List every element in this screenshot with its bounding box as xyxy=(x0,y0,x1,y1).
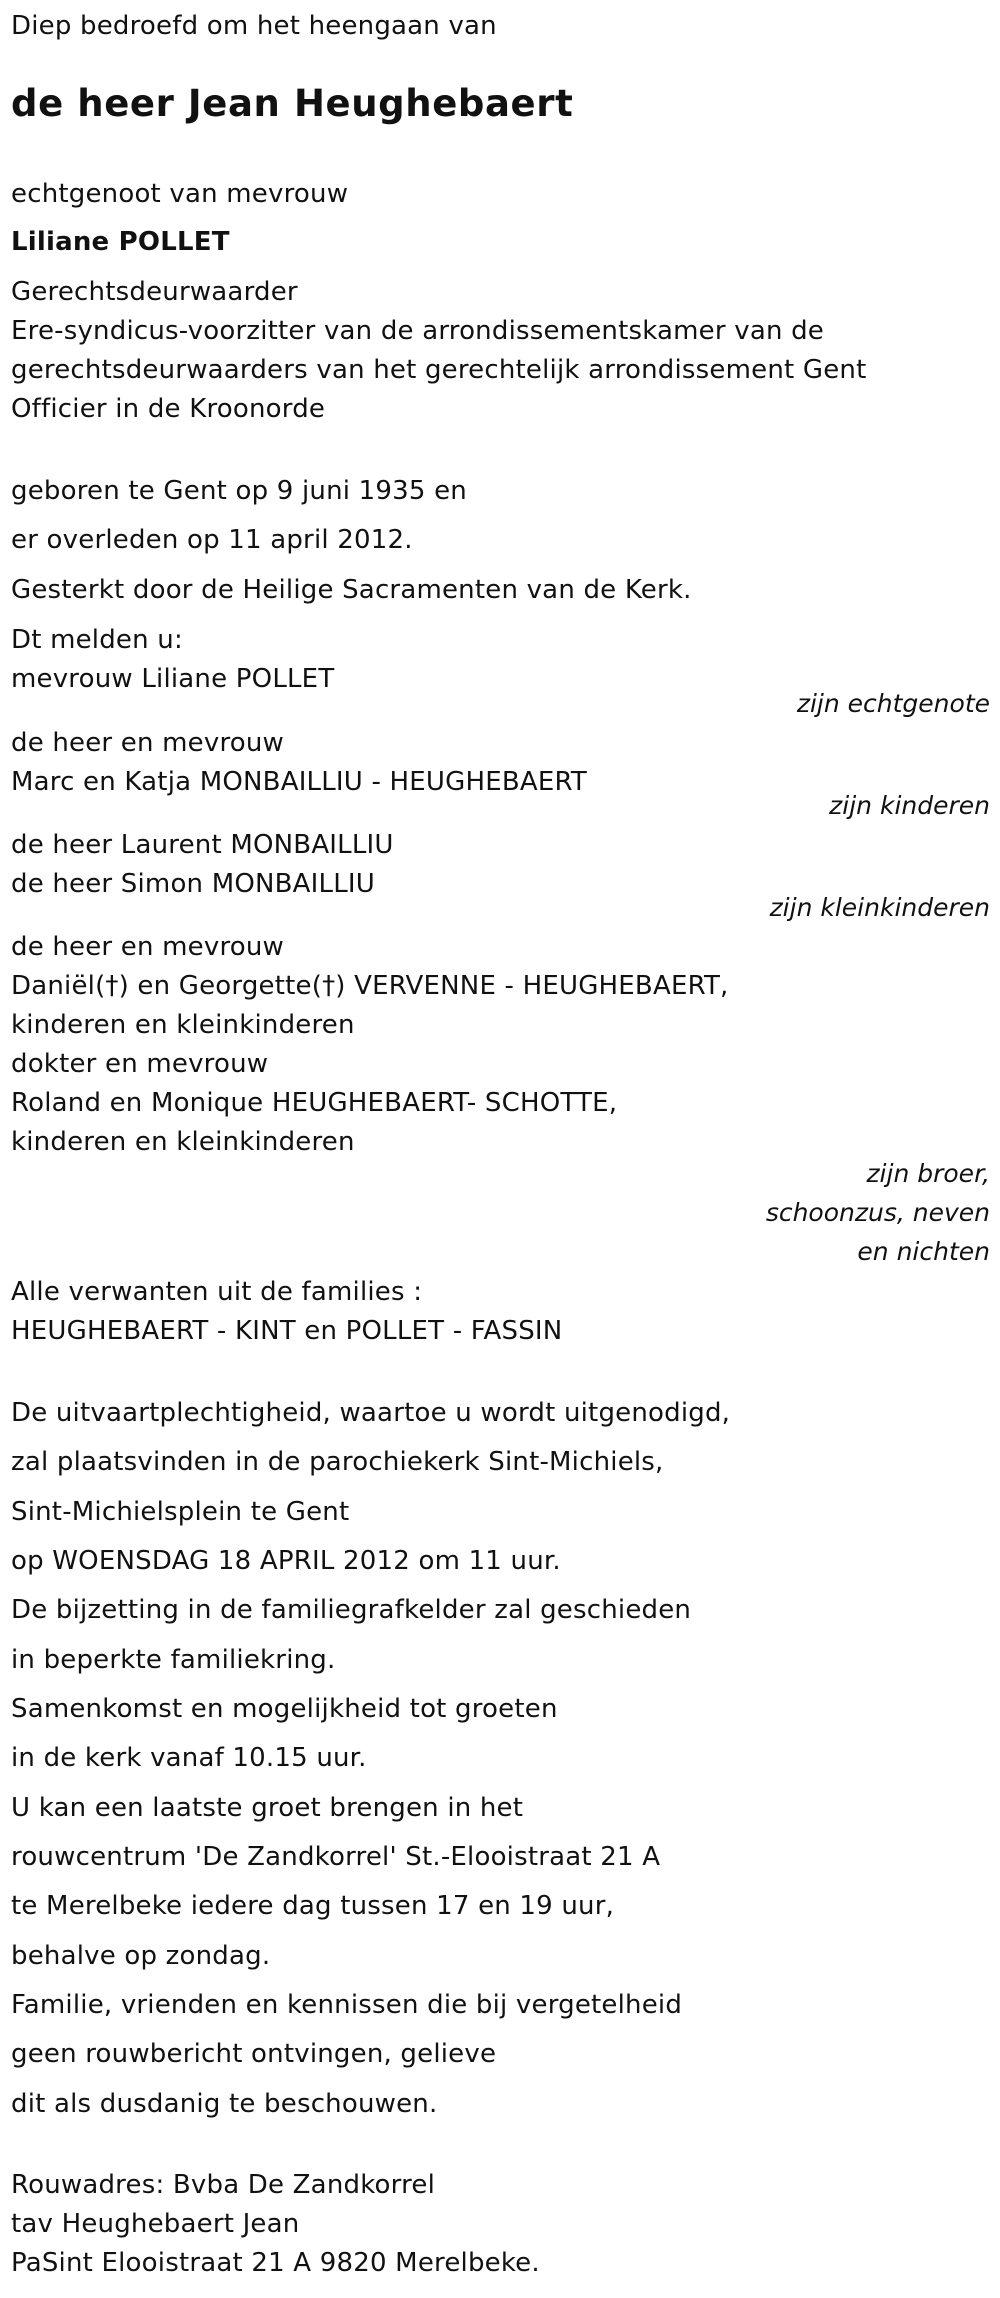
title-line: gerechtsdeurwaarders van het gerechtelijk arrondissement Gent xyxy=(11,355,867,385)
relatives-line: Alle verwanten uit de families : xyxy=(11,1277,423,1307)
ceremony-line: Familie, vrienden en kennissen die bij vergetelheid xyxy=(11,1990,683,2020)
sacraments-line: Gesterkt door de Heilige Sacramenten van de Kerk. xyxy=(11,575,692,605)
ceremony-line: U kan een laatste groet brengen in het xyxy=(11,1793,524,1823)
ceremony-line: Sint-Michielsplein te Gent xyxy=(11,1497,350,1527)
family-children-line: Marc en Katja MONBAILLIU - HEUGHEBAERT xyxy=(11,767,587,797)
announce-line: Dt melden u: xyxy=(11,625,183,655)
family-children-line: de heer en mevrouw xyxy=(11,728,285,758)
ceremony-line: geen rouwbericht ontvingen, gelieve xyxy=(11,2039,497,2069)
family-siblings-line: kinderen en kleinkinderen xyxy=(11,1010,355,1040)
death-line: er overleden op 11 april 2012. xyxy=(11,525,413,555)
ceremony-line: behalve op zondag. xyxy=(11,1941,271,1971)
title-line: Officier in de Kroonorde xyxy=(11,394,326,424)
family-siblings-line: kinderen en kleinkinderen xyxy=(11,1127,355,1157)
ceremony-line: zal plaatsvinden in de parochiekerk Sint-Michiels, xyxy=(11,1447,664,1477)
role-grandchildren: zijn kleinkinderen xyxy=(769,893,990,922)
ceremony-line: dit als dusdanig te beschouwen. xyxy=(11,2089,438,2119)
family-grandchildren-line: de heer Laurent MONBAILLIU xyxy=(11,830,394,860)
family-siblings-line: de heer en mevrouw xyxy=(11,932,285,962)
deceased-name: de heer Jean Heughebaert xyxy=(11,82,574,125)
relatives-line: HEUGHEBAERT - KINT en POLLET - FASSIN xyxy=(11,1316,563,1346)
ceremony-line: De uitvaartplechtigheid, waartoe u wordt uitgenodigd, xyxy=(11,1398,731,1428)
spouse-name: Liliane POLLET xyxy=(11,227,230,257)
role-children: zijn kinderen xyxy=(829,791,990,820)
ceremony-line: in beperkte familiekring. xyxy=(11,1645,336,1675)
spouse-label: echtgenoot van mevrouw xyxy=(11,179,349,209)
family-siblings-line: Roland en Monique HEUGHEBAERT- SCHOTTE, xyxy=(11,1088,618,1118)
family-siblings-line: dokter en mevrouw xyxy=(11,1049,269,1079)
role-siblings: en nichten xyxy=(857,1237,990,1266)
address-line: Rouwadres: Bvba De Zandkorrel xyxy=(11,2170,436,2200)
role-siblings: schoonzus, neven xyxy=(765,1198,990,1227)
role-spouse: zijn echtgenote xyxy=(796,689,990,718)
ceremony-line: in de kerk vanaf 10.15 uur. xyxy=(11,1743,367,1773)
title-line: Ere-syndicus-voorzitter van de arrondissementskamer van de xyxy=(11,316,824,346)
ceremony-line: rouwcentrum 'De Zandkorrel' St.-Elooistraat 21 A xyxy=(11,1842,661,1872)
ceremony-line: te Merelbeke iedere dag tussen 17 en 19 uur, xyxy=(11,1891,615,1921)
ceremony-line: De bijzetting in de familiegrafkelder zal geschieden xyxy=(11,1595,692,1625)
address-line: tav Heughebaert Jean xyxy=(11,2209,300,2239)
family-siblings-line: Daniël(†) en Georgette(†) VERVENNE - HEUGHEBAERT, xyxy=(11,971,729,1001)
role-siblings: zijn broer, xyxy=(866,1159,990,1188)
birth-line: geboren te Gent op 9 juni 1935 en xyxy=(11,476,467,506)
address-line: PaSint Elooistraat 21 A 9820 Merelbeke. xyxy=(11,2248,540,2278)
title-line: Gerechtsdeurwaarder xyxy=(11,277,298,307)
ceremony-line: op WOENSDAG 18 APRIL 2012 om 11 uur. xyxy=(11,1546,561,1576)
family-spouse-line: mevrouw Liliane POLLET xyxy=(11,664,335,694)
ceremony-line: Samenkomst en mogelijkheid tot groeten xyxy=(11,1694,558,1724)
family-grandchildren-line: de heer Simon MONBAILLIU xyxy=(11,869,376,899)
intro-text: Diep bedroefd om het heengaan van xyxy=(11,11,497,41)
